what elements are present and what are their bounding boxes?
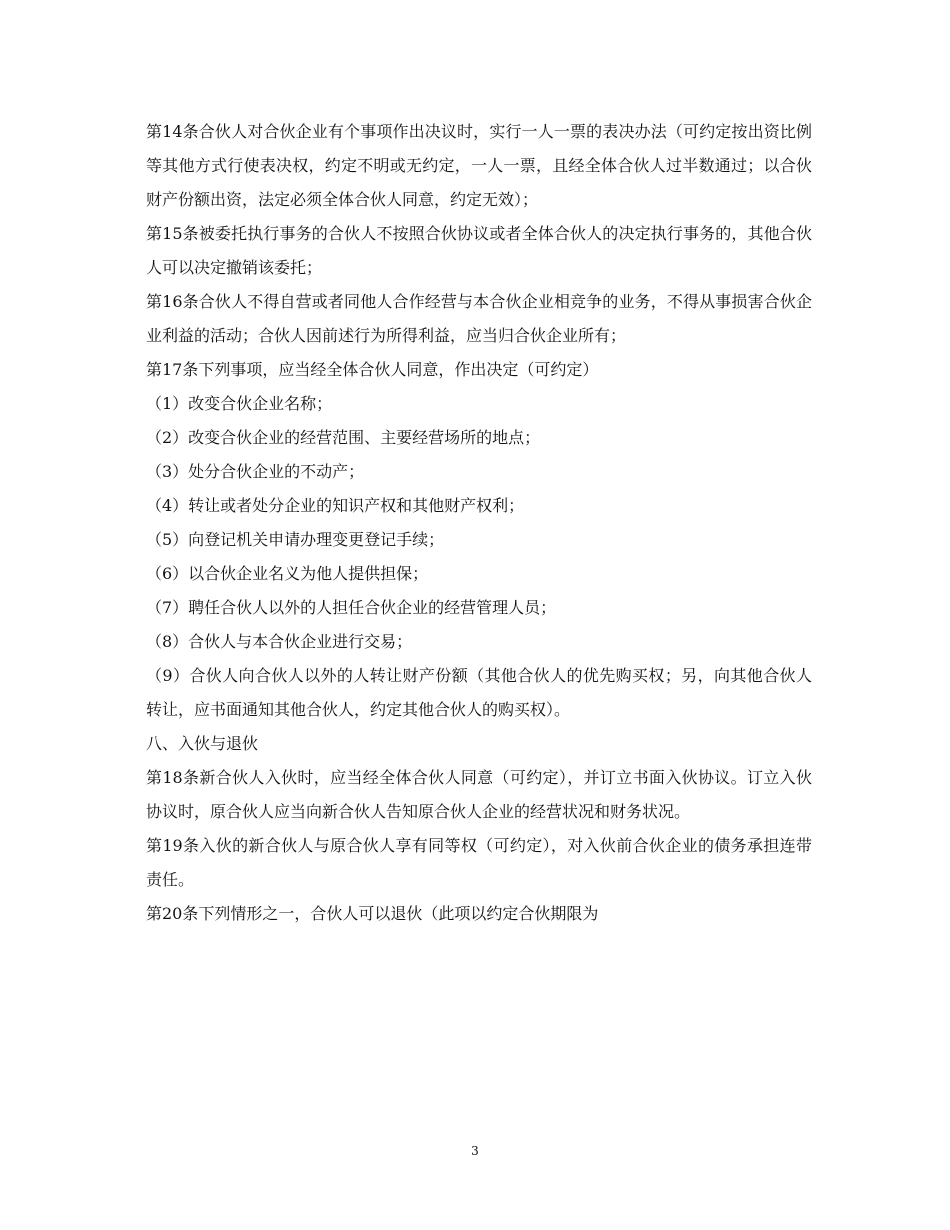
article-14-paragraph: 第14条合伙人对合伙企业有个事项作出决议时，实行一人一票的表决办法（可约定按出资比例等其他方式行使表决权，约定不明或无约定，一人一票，且经全体合伙人过半数通过；以合伙财产份额出资，法定必须全体合伙人同意，约定无效）；: [146, 122, 812, 209]
list-item-8: （8）合伙人与本合伙企业进行交易；: [146, 632, 413, 651]
section-heading: 八、入伙与退伙: [146, 734, 259, 753]
article-16-paragraph: 第16条合伙人不得自营或者同他人合作经营与本合伙企业相竞争的业务，不得从事损害合伙企业利益的活动；合伙人因前述行为所得利益，应当归合伙企业所有；: [146, 292, 812, 345]
list-item-6: （6）以合伙企业名义为他人提供担保；: [146, 564, 429, 583]
list-item-1: （1）改变合伙企业名称；: [146, 394, 333, 413]
list-item-9: （9）合伙人向合伙人以外的人转让财产份额（其他合伙人的优先购买权；另，向其他合伙人转让，应书面通知其他合伙人，约定其他合伙人的购买权）。: [146, 666, 812, 719]
list-item-5: （5）向登记机关申请办理变更登记手续；: [146, 530, 445, 549]
article-18-paragraph: 第18条新合伙人入伙时，应当经全体合伙人同意（可约定），并订立书面入伙协议。订立入伙协议时，原合伙人应当向新合伙人告知原合伙人企业的经营状况和财务状况。: [146, 768, 812, 821]
document-body: [146, 115, 812, 931]
list-item-2: （2）改变合伙企业的经营范围、主要经营场所的地点；: [146, 428, 541, 447]
article-20-paragraph: 第20条下列情形之一，合伙人可以退伙（此项以约定合伙期限为: [146, 904, 599, 923]
article-19-paragraph: 第19条入伙的新合伙人与原合伙人享有同等权（可约定），对入伙前合伙企业的债务承担连带责任。: [146, 836, 812, 889]
article-15-paragraph: 第15条被委托执行事务的合伙人不按照合伙协议或者全体合伙人的决定执行事务的，其他合伙人可以决定撤销该委托；: [146, 224, 812, 277]
page-number: 3: [471, 1144, 479, 1158]
list-item-7: （7）聘任合伙人以外的人担任合伙企业的经营管理人员；: [146, 598, 557, 617]
article-17-paragraph: 第17条下列事项，应当经全体合伙人同意，作出决定（可约定）: [146, 360, 599, 379]
list-item-3: （3）处分合伙企业的不动产；: [146, 462, 365, 481]
list-item-4: （4）转让或者处分企业的知识产权和其他财产权利；: [146, 496, 525, 515]
